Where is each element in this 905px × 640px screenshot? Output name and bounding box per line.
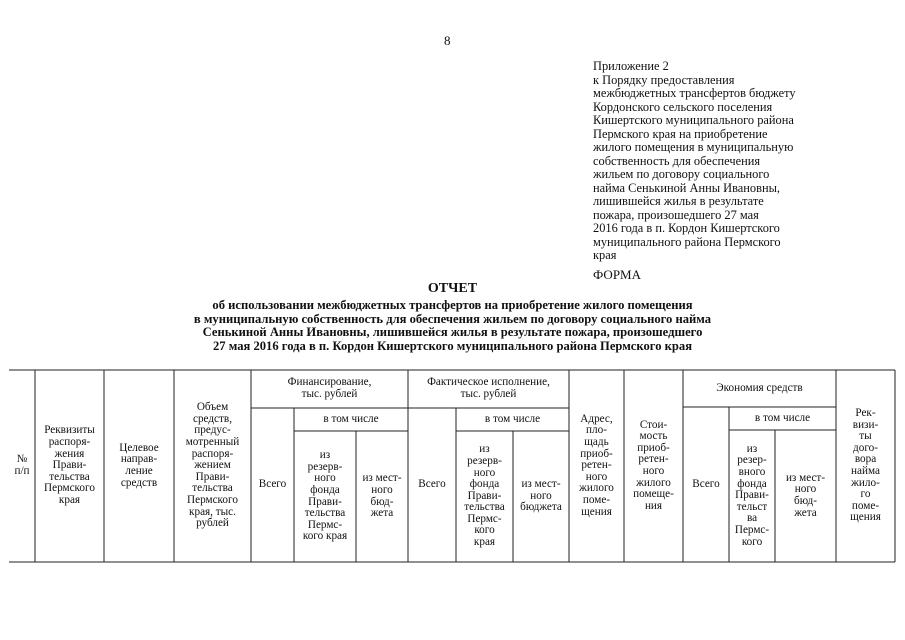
text-line: жета (370, 507, 394, 520)
col-number-header (9, 370, 35, 562)
text-line: края (473, 536, 496, 549)
text-line: Прави- (308, 495, 342, 508)
text-line: Пермс- (307, 518, 343, 531)
text-line: тыс. рублей (301, 388, 358, 400)
text-line: ты (859, 430, 872, 443)
text-line: Прави- (52, 459, 87, 472)
economy-group-header: Экономия средств (716, 381, 803, 394)
text-line: вного (738, 466, 766, 479)
text-line: резерв- (467, 454, 502, 467)
report-title: ОТЧЕТ (427, 281, 478, 296)
text-line: визи- (852, 418, 879, 431)
text-line: края (58, 493, 81, 506)
text-line: ния (644, 499, 663, 512)
text-line: щадь (584, 436, 609, 449)
text-line: Кордонского сельского поселения (593, 99, 773, 114)
text-line: Пермского края на приобретение (593, 126, 768, 141)
text-line: ного (530, 489, 552, 502)
text-line: муниципального района Пермского (593, 234, 781, 249)
text-line: Сенькиной Анны Ивановны, лишившейся жилья в результате пожара, произошедшего (202, 325, 703, 339)
text-line: бюджета (520, 501, 562, 514)
text-line: поме- (851, 499, 880, 512)
text-line: пло- (586, 424, 607, 437)
text-line: собственность для обеспечения (593, 153, 761, 168)
text-line: п/п (14, 465, 30, 477)
text-line: ного (585, 470, 608, 483)
text-line: Адрес, (580, 412, 613, 425)
text-line: Объем (196, 401, 229, 414)
actual-reserve-fund-header (456, 431, 513, 562)
text-line: кого края (302, 530, 348, 543)
actual-including-header: в том числе (484, 412, 541, 425)
text-line: помеще- (633, 488, 674, 501)
text-line: фонда (469, 478, 500, 491)
text-line: найма Сенькиной Анны Ивановны, (593, 180, 781, 195)
text-line: ного (794, 483, 817, 496)
text-line: резерв- (307, 460, 343, 473)
text-line: Приложение 2 (593, 59, 669, 73)
financing-group-header (251, 370, 408, 408)
financing-local-budget-header (356, 431, 408, 562)
col-cost-header (624, 370, 683, 562)
col-decree-requisites-header (35, 370, 104, 562)
text-line: кого (741, 535, 763, 548)
text-line: тельства (304, 507, 346, 520)
text-line: бюд- (370, 495, 394, 508)
text-line: средств (120, 476, 158, 489)
financing-reserve-fund-header (294, 431, 356, 562)
col-lease-contract-header (836, 370, 895, 562)
text-line: тельства (464, 501, 505, 514)
text-line: дого- (853, 441, 878, 454)
text-line: Прави- (195, 470, 230, 483)
text-line: жением (194, 459, 231, 472)
text-line: Финансирование, (287, 376, 372, 389)
text-line: Рек- (855, 407, 876, 420)
text-line: щения (581, 505, 612, 518)
text-line: мотренный (185, 436, 240, 449)
page-number: 8 (444, 33, 451, 48)
text-line: жета (794, 506, 817, 519)
text-line: приоб- (580, 447, 613, 460)
economy-reserve-fund-header (729, 430, 775, 562)
text-line: края (593, 248, 617, 262)
text-line: тельства (192, 482, 233, 495)
text-line: из (746, 442, 758, 455)
text-line: пожара, произошедшего 27 мая (593, 207, 759, 222)
text-line: ного (371, 483, 393, 496)
text-line: 27 мая 2016 года в п. Кордон Кишертского муниципального района Пермского края (212, 338, 693, 353)
text-line: Пермс- (467, 512, 502, 525)
financing-total-header: Всего (258, 478, 287, 491)
text-line: кого (474, 524, 495, 537)
text-line: Пермского (187, 493, 238, 506)
text-line: тыс. рублей (460, 388, 517, 400)
text-line: ретен- (638, 453, 669, 466)
text-line: об использовании межбюджетных трансфертов на приобретение жилого помещения (212, 298, 693, 312)
text-line: го (860, 488, 871, 501)
text-line: вора (854, 453, 877, 466)
text-line: ление (125, 465, 153, 477)
text-line: лишившейся жилья в результате (593, 194, 764, 208)
text-line: рублей (196, 517, 229, 530)
text-line: Фактическое исполнение, (427, 376, 550, 389)
text-line: жило- (851, 476, 880, 489)
text-line: бюд- (794, 495, 817, 507)
text-line: из (319, 449, 331, 462)
form-label: ФОРМА (593, 267, 641, 282)
text-line: края, тыс. (189, 505, 236, 518)
text-line: Прави- (467, 489, 502, 502)
col-address-area-header (569, 370, 624, 562)
text-line: из мест- (521, 478, 561, 491)
text-line: из (479, 443, 490, 456)
text-line: жилого (636, 476, 671, 489)
text-line: щения (850, 511, 881, 524)
actual-local-budget-header (513, 431, 569, 562)
col-purpose-header (104, 370, 174, 562)
text-line: Стои- (639, 418, 668, 431)
text-line: межбюджетных трансфертов бюджету (593, 86, 796, 100)
text-line: мость (639, 430, 668, 443)
text-line: найма (851, 465, 880, 477)
text-line: ного (473, 466, 496, 479)
text-line: Пермского (44, 482, 95, 495)
text-line: ного (642, 465, 665, 477)
text-line: ва (746, 512, 758, 525)
text-line: жилого (579, 482, 614, 495)
text-line: направ- (120, 453, 158, 466)
text-line: предус- (194, 424, 231, 437)
text-line: тельства (49, 470, 90, 483)
text-line: ного (314, 472, 336, 485)
actual-total-header: Всего (418, 478, 446, 491)
financing-including-header: в том числе (323, 412, 379, 425)
text-line: распоря- (48, 436, 91, 449)
economy-including-header: в том числе (754, 411, 811, 424)
text-line: к Порядку предоставления (593, 72, 735, 87)
text-line: жилого помещения в муниципальную (593, 140, 794, 154)
text-line: жильем по договору социального (593, 167, 770, 181)
text-line: Кишертского муниципального района (593, 113, 794, 127)
col-volume-header (174, 370, 251, 562)
text-line: Прави- (735, 489, 769, 502)
text-line: Реквизиты (44, 424, 95, 437)
text-line: из мест- (362, 472, 402, 485)
text-line: из мест- (785, 471, 826, 484)
text-line: ретен- (581, 459, 612, 472)
text-line: фонда (310, 483, 340, 496)
actual-execution-group-header (408, 370, 569, 408)
text-line: поме- (582, 493, 611, 506)
text-line: Целевое (119, 441, 159, 454)
text-line: 2016 года в п. Кордон Кишертского (593, 221, 780, 235)
economy-total-header: Всего (692, 477, 720, 490)
text-line: № (16, 453, 28, 466)
economy-local-budget-header (775, 430, 836, 562)
text-line: средств, (192, 412, 232, 425)
text-line: Пермс- (734, 523, 770, 536)
text-line: распоря- (191, 447, 234, 460)
text-line: приоб- (637, 441, 670, 454)
text-line: в муниципальную собственность для обеспечения жильем по договору социального найма (193, 311, 712, 326)
text-line: тельст (736, 500, 768, 513)
text-line: фонда (737, 477, 767, 490)
text-line: резер- (737, 454, 767, 467)
text-line: жения (54, 447, 85, 460)
